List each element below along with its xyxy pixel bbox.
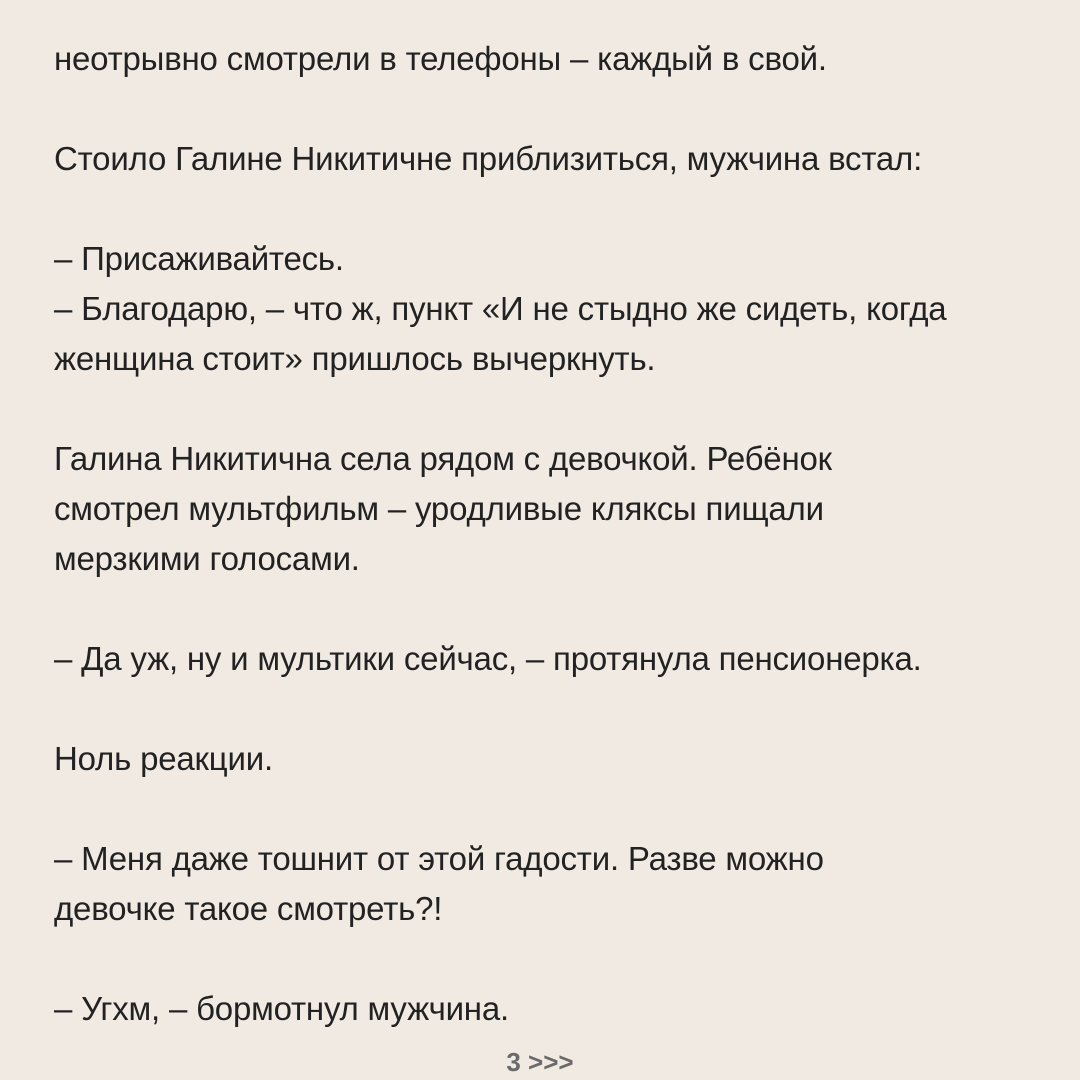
text-line: мерзкими голосами. (54, 540, 360, 577)
text-line: Галина Никитична села рядом с девочкой. Ребёнок (54, 440, 832, 477)
paragraph-gap (54, 384, 1054, 434)
text-line: – Присаживайтесь. (54, 240, 344, 277)
paragraph-gap (54, 84, 1054, 134)
paragraph-gap (54, 684, 1054, 734)
text-line: неотрывно смотрели в телефоны – каждый в свой. (54, 40, 827, 77)
paragraph-gap (54, 784, 1054, 834)
text-line: девочке такое смотреть?! (54, 890, 443, 927)
text-line: смотрел мультфильм – уродливые кляксы пищали (54, 490, 824, 527)
text-line: Ноль реакции. (54, 740, 273, 777)
paragraph-gap (54, 184, 1054, 234)
text-line: – Меня даже тошнит от этой гадости. Разве можно (54, 840, 824, 877)
text-line: – Благодарю, – что ж, пункт «И не стыдно же сидеть, когда (54, 290, 947, 327)
page-indicator: 3 >>> (506, 1047, 574, 1077)
text-line: женщина стоит» пришлось вычеркнуть. (54, 340, 656, 377)
paragraph-gap (54, 934, 1054, 984)
story-text (54, 34, 1054, 1034)
text-line: Стоило Галине Никитичне приблизиться, мужчина встал: (54, 140, 923, 177)
text-line: – Да уж, ну и мультики сейчас, – протянула пенсионерка. (54, 640, 922, 677)
paragraph-gap (54, 584, 1054, 634)
text-line: – Угхм, – бормотнул мужчина. (54, 990, 509, 1027)
